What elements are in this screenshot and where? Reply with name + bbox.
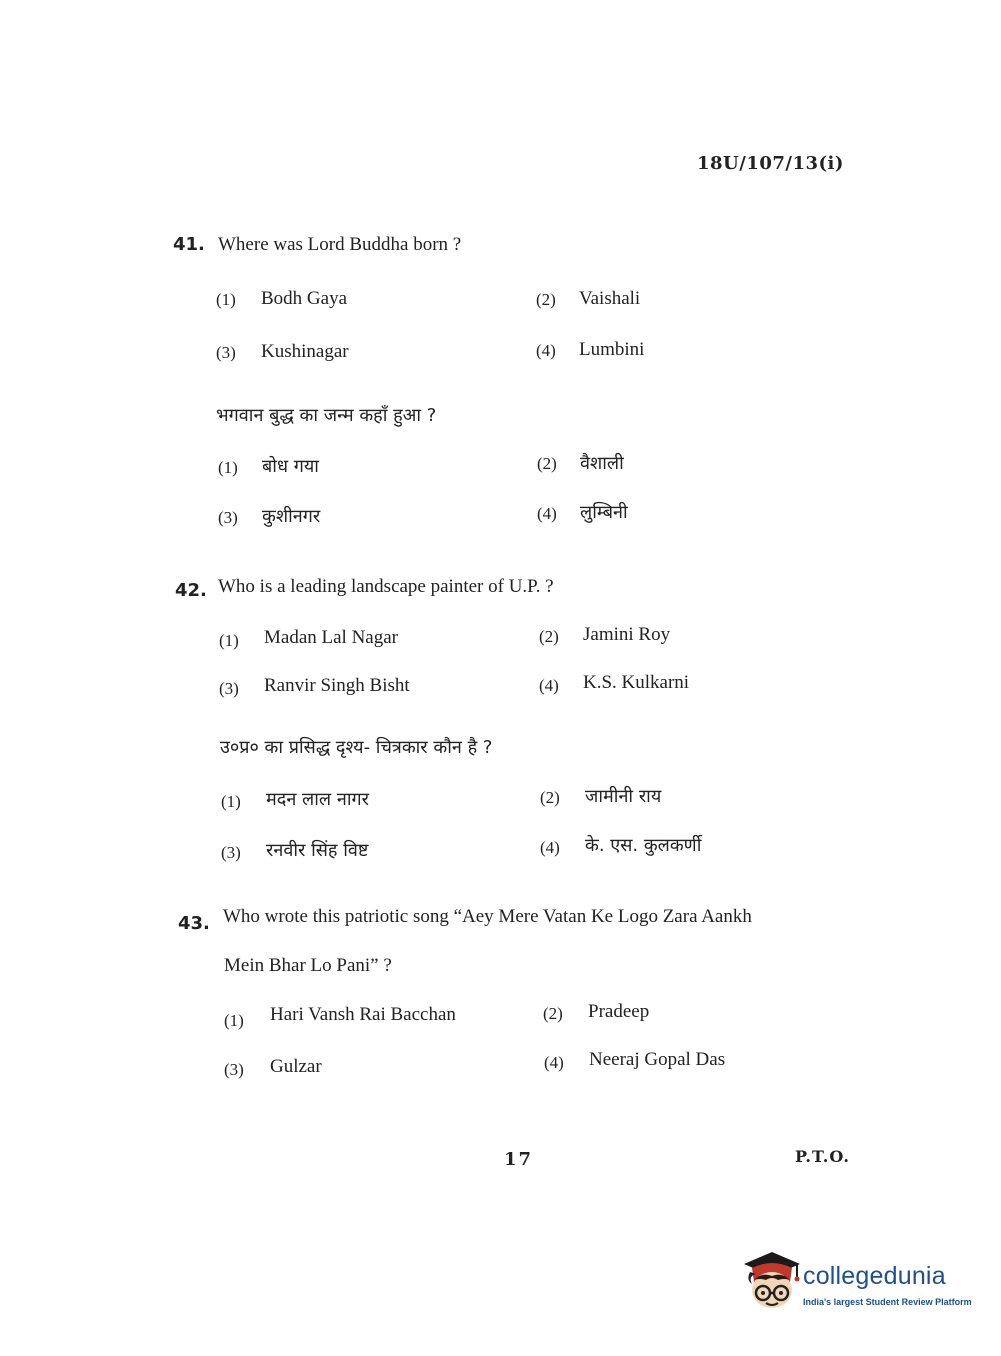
option-text: K.S. Kulkarni: [583, 672, 690, 693]
option-text-hindi: मदन लाल नागर: [266, 789, 369, 810]
option-text-hindi: रनवीर सिंह विष्ट: [266, 840, 369, 861]
option-label: (1): [218, 458, 238, 477]
option-label: (3): [218, 508, 238, 527]
logo-wordmark: collegedunia: [803, 1262, 946, 1290]
option-label: (2): [539, 627, 559, 646]
option-label: (4): [540, 838, 560, 857]
option-label: (1): [219, 631, 239, 650]
paper-code: 18U/107/13(i): [697, 153, 844, 174]
option-text: Madan Lal Nagar: [264, 627, 398, 648]
option-text: Pradeep: [588, 1001, 650, 1022]
option-text: Kushinagar: [261, 341, 349, 362]
option-text: Bodh Gaya: [261, 288, 348, 309]
option-label: (2): [543, 1004, 563, 1023]
question-text: Where was Lord Buddha born ?: [218, 234, 462, 255]
question-text: Who is a leading landscape painter of U.P. ?: [218, 576, 554, 597]
question-text-line2: Mein Bhar Lo Pani” ?: [224, 955, 392, 976]
option-text-hindi: लुम्बिनी: [580, 502, 628, 523]
option-label: (2): [537, 454, 557, 473]
option-label: (4): [536, 341, 556, 360]
option-label: (3): [224, 1060, 244, 1079]
option-text-hindi: के. एस. कुलकर्णी: [585, 835, 702, 856]
question-number: 42.: [175, 580, 207, 601]
option-label: (4): [544, 1053, 564, 1072]
option-label: (2): [536, 290, 556, 309]
option-label: (2): [540, 788, 560, 807]
question-text-hindi: भगवान बुद्ध का जन्म कहाँ हुआ ?: [216, 405, 437, 426]
option-label: (4): [539, 676, 559, 695]
option-text-hindi: जामीनी राय: [585, 786, 662, 807]
option-label: (3): [219, 679, 239, 698]
logo-tagline: India's largest Student Review Platform: [803, 1297, 972, 1307]
question-number: 43.: [178, 913, 210, 934]
option-text: Neeraj Gopal Das: [589, 1049, 726, 1070]
option-text-hindi: वैशाली: [580, 453, 624, 474]
collegedunia-mascot-icon: [742, 1250, 802, 1312]
option-text: Ranvir Singh Bisht: [264, 675, 410, 696]
option-label: (1): [221, 792, 241, 811]
option-label: (3): [221, 843, 241, 862]
option-text: Lumbini: [579, 339, 645, 360]
option-label: (4): [537, 504, 557, 523]
option-text: Hari Vansh Rai Bacchan: [270, 1004, 456, 1025]
option-text: Gulzar: [270, 1056, 322, 1077]
option-label: (3): [216, 343, 236, 362]
option-text: Jamini Roy: [583, 624, 671, 645]
option-text-hindi: कुशीनगर: [262, 506, 321, 527]
option-text-hindi: बोध गया: [262, 456, 319, 477]
question-text-line1: Who wrote this patriotic song “Aey Mere Vatan Ke Logo Zara Aankh: [223, 906, 752, 927]
question-text-hindi: उ०प्र० का प्रसिद्ध दृश्य- चित्रकार कौन है ?: [220, 737, 493, 758]
option-label: (1): [216, 290, 236, 309]
option-label: (1): [224, 1011, 244, 1030]
option-text: Vaishali: [579, 288, 641, 309]
page-number: 17: [504, 1149, 534, 1170]
question-number: 41.: [173, 234, 205, 255]
pto-label: P.T.O.: [795, 1147, 850, 1166]
